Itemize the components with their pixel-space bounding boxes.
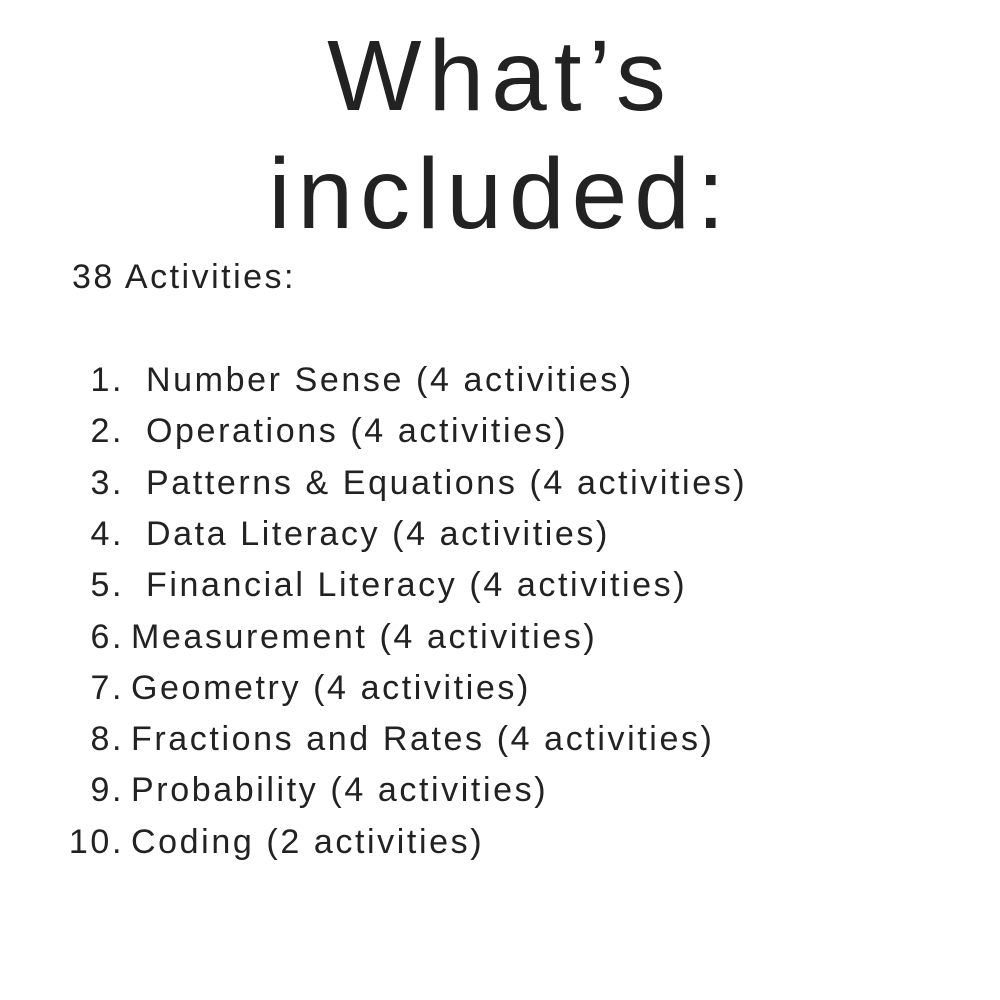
list-item-label: Financial Literacy (4 activities) [146,566,688,605]
list-item [0,411,1000,451]
page-title-line-1: What’s [327,20,673,132]
list-item [0,770,1000,810]
list-item-label: Number Sense (4 activities) [146,361,634,399]
list-item-number: 5. [90,566,124,605]
list-item-number: 4. [90,514,124,553]
page-title-line-2: included: [268,138,732,250]
list-item-number: 1. [90,361,124,399]
list-item-label: Probability (4 activities) [131,771,549,810]
list-item-number: 10. [68,822,124,861]
list-item-number: 3. [90,463,124,502]
list-item [0,617,1000,657]
list-item-number: 9. [90,771,124,810]
list-item [0,565,1000,605]
activities-count-heading: 38 Activities: [72,258,296,296]
list-item-number: 2. [90,412,124,451]
list-item-label: Measurement (4 activities) [131,617,598,656]
list-item-number: 8. [90,720,124,759]
list-item [0,668,1000,708]
list-item-label: Data Literacy (4 activities) [146,514,610,553]
list-item [0,514,1000,554]
list-item-label: Coding (2 activities) [131,822,485,861]
list-item-number: 7. [90,668,124,707]
list-item-label: Geometry (4 activities) [131,668,531,707]
list-item-number: 6. [90,617,124,656]
list-item-label: Patterns & Equations (4 activities) [146,463,748,502]
list-item [0,719,1000,759]
list-item-label: Operations (4 activities) [146,412,569,451]
list-item [0,360,1000,400]
list-item-label: Fractions and Rates (4 activities) [131,720,715,759]
list-item [0,463,1000,503]
list-item [0,822,1000,862]
